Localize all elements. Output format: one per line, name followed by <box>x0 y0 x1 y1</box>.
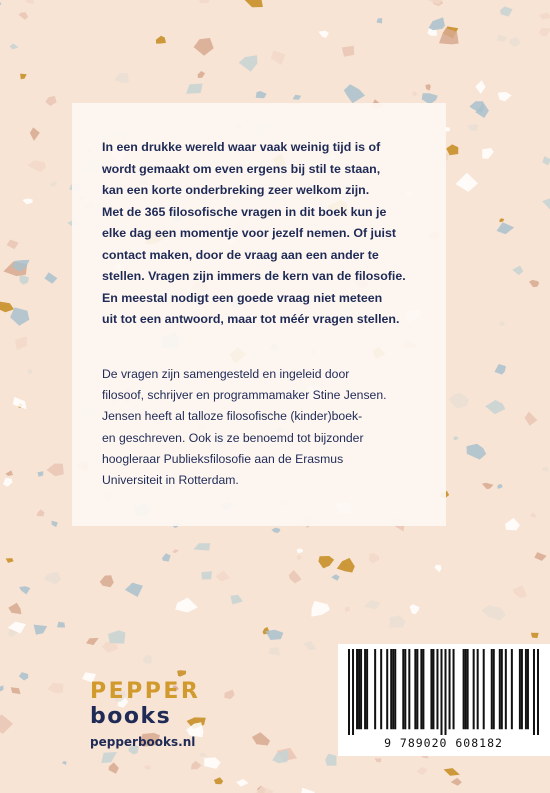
terrazzo-chip <box>10 43 19 49</box>
publisher-logo <box>90 680 200 749</box>
terrazzo-chip <box>19 276 29 285</box>
terrazzo-chip <box>428 0 446 5</box>
terrazzo-chip <box>20 74 27 80</box>
terrazzo-chip <box>102 642 119 653</box>
barcode-label <box>338 644 550 756</box>
terrazzo-chip <box>22 198 32 204</box>
blurb-line: elke dag een momentje voor jezelf nemen. Of juist <box>102 226 397 240</box>
terrazzo-chip <box>27 160 46 172</box>
terrazzo-chip <box>482 148 494 159</box>
terrazzo-chip <box>444 768 460 776</box>
barcode-bar <box>440 649 442 735</box>
terrazzo-chip <box>0 715 13 734</box>
terrazzo-chip <box>175 598 198 613</box>
terrazzo-chip <box>231 595 244 605</box>
author-bio <box>102 364 442 491</box>
logo-books-text: books <box>90 704 172 729</box>
terrazzo-chip <box>325 754 336 766</box>
barcode-bar <box>533 649 535 735</box>
terrazzo-chip <box>512 266 523 276</box>
terrazzo-chip <box>109 762 119 773</box>
terrazzo-chip <box>542 197 550 213</box>
barcode-bar <box>386 649 388 729</box>
terrazzo-chip <box>500 218 505 222</box>
barcode-bar <box>436 649 438 729</box>
terrazzo-chip <box>143 655 153 664</box>
terrazzo-chip <box>271 50 286 65</box>
terrazzo-chip <box>239 55 258 71</box>
barcode-bar <box>493 649 495 729</box>
terrazzo-chip <box>301 788 317 793</box>
barcode-bar <box>432 649 434 729</box>
terrazzo-chip <box>45 96 56 106</box>
terrazzo-chip <box>303 641 316 650</box>
terrazzo-chip <box>455 173 478 192</box>
terrazzo-chip <box>50 181 57 187</box>
terrazzo-chip <box>475 80 485 94</box>
terrazzo-chip <box>125 583 143 597</box>
terrazzo-chip <box>6 558 14 563</box>
terrazzo-chip <box>331 574 340 581</box>
terrazzo-chip <box>100 575 114 587</box>
barcode-bar <box>374 649 376 729</box>
terrazzo-chip <box>297 555 302 561</box>
terrazzo-chip <box>6 470 14 476</box>
blurb-line: stellen. Vragen zijn immers de kern van de filosofie. <box>102 269 406 283</box>
terrazzo-chip <box>114 73 129 83</box>
terrazzo-chip <box>202 571 213 579</box>
barcode-bar <box>416 649 418 729</box>
terrazzo-chip <box>216 571 231 582</box>
terrazzo-chip <box>499 322 505 327</box>
barcode-bar <box>348 649 350 735</box>
terrazzo-chip <box>364 600 381 610</box>
barcode-bars <box>348 649 539 735</box>
terrazzo-chip <box>344 84 365 103</box>
terrazzo-chip <box>505 518 520 531</box>
terrazzo-chip <box>375 758 382 762</box>
logo-pepper-text: PEPPER <box>90 679 201 704</box>
bio-line: Universiteit in Rotterdam. <box>102 473 239 488</box>
barcode-bar <box>467 649 469 729</box>
terrazzo-chip <box>539 28 550 37</box>
blurb-line: wordt gemaakt om even ergens bij stil te staan, <box>102 161 381 176</box>
terrazzo-chip <box>293 95 302 100</box>
terrazzo-chip <box>345 607 350 613</box>
terrazzo-chip <box>38 471 44 477</box>
barcode-bar <box>402 649 404 729</box>
terrazzo-chip <box>101 752 117 763</box>
terrazzo-chip <box>37 509 45 516</box>
terrazzo-chip <box>27 369 32 374</box>
publisher-url: pepperbooks.nl <box>90 735 196 749</box>
blurb-line: uit tot een antwoord, maar tot méér vragen stellen. <box>102 312 400 326</box>
terrazzo-chip <box>172 549 179 553</box>
barcode-bar <box>505 649 507 729</box>
terrazzo-chip <box>449 393 469 409</box>
terrazzo-chip <box>539 13 550 20</box>
terrazzo-chip <box>52 521 58 528</box>
terrazzo-chip <box>297 548 304 553</box>
barcode-bar <box>420 649 422 729</box>
terrazzo-chip <box>485 400 505 414</box>
barcode-bar <box>449 649 451 729</box>
terrazzo-chip <box>0 685 4 693</box>
barcode-bar <box>519 649 521 729</box>
terrazzo-chip <box>162 553 171 561</box>
barcode-bar <box>465 649 467 729</box>
barcode-bar <box>483 649 485 729</box>
terrazzo-chip <box>0 0 1 6</box>
terrazzo-chip <box>269 647 280 656</box>
barcode-bar <box>352 649 354 735</box>
terrazzo-chip <box>46 464 63 477</box>
barcode-bar <box>527 649 529 729</box>
barcode-bar <box>364 649 366 729</box>
terrazzo-chip <box>34 625 48 635</box>
terrazzo-chip <box>498 92 512 101</box>
terrazzo-chip <box>48 683 64 694</box>
terrazzo-chip <box>3 478 13 487</box>
terrazzo-chip <box>467 124 478 132</box>
terrazzo-chip <box>311 601 330 617</box>
barcode-bar <box>501 649 503 729</box>
terrazzo-chip <box>412 91 417 96</box>
terrazzo-chip <box>144 765 152 770</box>
bio-line: filosoof, schrijver en programmamaker Stine Jensen. <box>102 388 387 403</box>
terrazzo-chip <box>510 37 522 47</box>
terrazzo-chip <box>243 0 263 7</box>
terrazzo-chip <box>44 572 62 585</box>
barcode-bar <box>392 649 394 729</box>
terrazzo-chip <box>512 585 527 598</box>
terrazzo-chip <box>495 364 507 375</box>
terrazzo-chip <box>7 240 19 250</box>
barcode-bar <box>491 649 493 729</box>
terrazzo-chip <box>193 543 210 550</box>
terrazzo-chip <box>265 630 283 640</box>
terrazzo-chip <box>410 604 420 614</box>
bio-line: Jensen heeft al talloze filosofische (kinder)boek- <box>102 409 363 424</box>
barcode-bar <box>380 649 382 729</box>
terrazzo-chip <box>289 570 302 583</box>
blurb-intro <box>102 137 442 331</box>
terrazzo-chip <box>318 556 334 568</box>
terrazzo-chip <box>186 84 203 94</box>
blurb-line: In een drukke wereld waar vaak weinig tijd is of <box>102 140 381 154</box>
terrazzo-chip <box>497 484 503 489</box>
bio-line: De vragen zijn samengesteld en ingeleid door <box>102 367 350 381</box>
terrazzo-chip <box>376 18 382 23</box>
barcode-bar <box>525 649 527 729</box>
terrazzo-chip <box>525 412 538 426</box>
terrazzo-chip <box>200 752 207 756</box>
barcode-bar <box>463 649 465 729</box>
terrazzo-chip <box>337 558 355 573</box>
terrazzo-chip <box>529 280 539 287</box>
terrazzo-chip <box>467 444 487 460</box>
blurb-line: kan een korte onderbreking zeer welkom zijn. <box>102 183 370 197</box>
terrazzo-chip <box>534 552 546 561</box>
terrazzo-chip <box>481 605 505 620</box>
barcode-bar <box>499 649 501 729</box>
barcode-bar <box>408 649 410 729</box>
barcode-bar <box>477 649 479 729</box>
terrazzo-chip <box>15 336 27 350</box>
terrazzo-chip <box>454 436 459 440</box>
blurb-line: contact maken, door de vraag aan een ander te <box>102 247 379 262</box>
barcode-bar <box>537 649 539 735</box>
barcode-bar <box>521 649 523 729</box>
terrazzo-chip <box>197 0 213 3</box>
terrazzo-chip <box>342 46 355 57</box>
isbn-digits: 9 789020 608182 <box>384 736 503 750</box>
terrazzo-chip <box>19 672 29 680</box>
terrazzo-chip <box>482 483 494 489</box>
terrazzo-chip <box>417 767 428 775</box>
terrazzo-chip <box>156 36 166 44</box>
terrazzo-chip <box>425 84 430 91</box>
terrazzo-chip <box>318 31 329 38</box>
terrazzo-chip <box>194 38 214 56</box>
terrazzo-chip <box>542 467 549 472</box>
barcode-bar <box>366 649 368 729</box>
blurb-line: Met de 365 filosofische vragen in dit boek kun je <box>102 204 387 219</box>
terrazzo-chip <box>19 12 29 20</box>
barcode-bar <box>394 649 396 729</box>
terrazzo-chip <box>531 633 539 638</box>
terrazzo-chip <box>86 638 99 645</box>
terrazzo-chip <box>429 17 445 30</box>
terrazzo-chip <box>44 272 57 284</box>
barcode-bar <box>360 649 362 729</box>
terrazzo-chip <box>236 779 248 787</box>
terrazzo-chip <box>435 565 442 573</box>
terrazzo-chip <box>198 71 206 78</box>
terrazzo-chip <box>204 757 221 769</box>
barcode-bar <box>453 649 455 729</box>
terrazzo-chip <box>8 603 21 615</box>
terrazzo-chip <box>256 91 267 98</box>
barcode-bar <box>445 649 447 735</box>
terrazzo-chip <box>224 690 234 700</box>
terrazzo-chip <box>214 777 223 784</box>
blurb-line: En meestal nodigt een goede vraag niet meteen <box>102 290 383 305</box>
terrazzo-chip <box>62 761 67 765</box>
terrazzo-chip <box>497 222 515 234</box>
terrazzo-chip <box>11 687 21 694</box>
barcode-bar <box>511 649 513 729</box>
bio-line: hoogleraar Publieksfilosofie aan de Erasmus <box>102 451 344 466</box>
terrazzo-chip <box>271 528 280 534</box>
bio-line: en geschreven. Ook is ze benoemd tot bijzonder <box>102 430 364 445</box>
terrazzo-chip <box>500 6 513 16</box>
terrazzo-chip <box>30 127 40 140</box>
terrazzo-chip <box>25 0 34 4</box>
terrazzo-chip <box>0 301 14 312</box>
terrazzo-chip <box>390 615 406 627</box>
barcode-bar <box>430 649 432 729</box>
terrazzo-chip <box>108 630 126 643</box>
terrazzo-chip <box>272 750 288 763</box>
barcode-bar <box>473 649 475 729</box>
terrazzo-chip <box>177 670 186 676</box>
terrazzo-chip <box>10 307 29 325</box>
barcode-bar <box>422 649 424 729</box>
barcode-bar <box>358 649 360 729</box>
terrazzo-chip <box>252 732 270 745</box>
terrazzo-chip <box>57 622 65 628</box>
terrazzo-chip <box>19 586 30 594</box>
terrazzo-chip <box>191 761 202 770</box>
terrazzo-chip <box>497 34 507 41</box>
terrazzo-chip <box>542 156 550 165</box>
terrazzo-chip <box>530 512 537 517</box>
barcode-bar <box>390 649 392 729</box>
terrazzo-chip <box>451 778 462 786</box>
terrazzo-chip <box>369 553 379 563</box>
barcode-bar <box>414 649 416 729</box>
barcode-bar <box>404 649 406 729</box>
barcode-bar <box>356 649 358 729</box>
